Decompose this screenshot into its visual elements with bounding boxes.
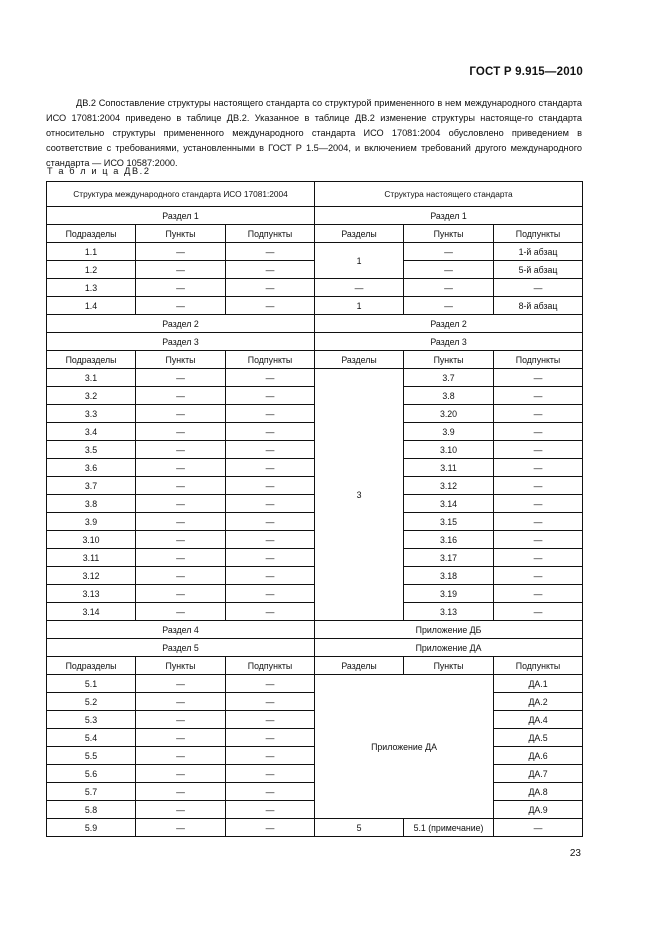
dash-cell: — bbox=[136, 693, 226, 711]
dash-cell: — bbox=[136, 405, 226, 423]
right-section-title: Раздел 2 bbox=[315, 315, 583, 333]
right-point-cell: — bbox=[404, 297, 494, 315]
dash-cell: — bbox=[226, 495, 315, 513]
left-subsection-cell: 3.8 bbox=[47, 495, 136, 513]
dash-cell: — bbox=[136, 765, 226, 783]
right-point-cell: 3.17 bbox=[404, 549, 494, 567]
dash-cell: — bbox=[494, 459, 583, 477]
dash-cell: — bbox=[226, 513, 315, 531]
left-subsection-cell: 3.6 bbox=[47, 459, 136, 477]
dash-cell: — bbox=[226, 423, 315, 441]
right-point-cell: 3.15 bbox=[404, 513, 494, 531]
left-subsection-cell: 3.5 bbox=[47, 441, 136, 459]
label-sections: Разделы bbox=[315, 225, 404, 243]
right-subpoint-cell: ДА.4 bbox=[494, 711, 583, 729]
label-points: Пункты bbox=[136, 657, 226, 675]
left-subsection-cell: 5.8 bbox=[47, 801, 136, 819]
dash-cell: — bbox=[494, 567, 583, 585]
left-structure-header: Структура международного стандарта ИСО 17081:2004 bbox=[47, 182, 315, 207]
right-subpoint-cell: ДА.5 bbox=[494, 729, 583, 747]
left-subsection-cell: 1.4 bbox=[47, 297, 136, 315]
left-subsection-cell: 5.4 bbox=[47, 729, 136, 747]
left-section-title: Раздел 3 bbox=[47, 333, 315, 351]
dash-cell: — bbox=[494, 585, 583, 603]
dash-cell: — bbox=[226, 693, 315, 711]
left-subsection-cell: 1.1 bbox=[47, 243, 136, 261]
dash-cell: — bbox=[226, 243, 315, 261]
right-point-cell: 3.14 bbox=[404, 495, 494, 513]
label-subpoints: Подпункты bbox=[226, 351, 315, 369]
label-subpoints: Подпункты bbox=[226, 225, 315, 243]
right-point-cell: 3.16 bbox=[404, 531, 494, 549]
column-labels-row bbox=[47, 225, 583, 243]
dash-cell: — bbox=[226, 675, 315, 693]
dash-cell: — bbox=[136, 369, 226, 387]
dash-cell: — bbox=[136, 441, 226, 459]
right-point-cell: 3.10 bbox=[404, 441, 494, 459]
dash-cell: — bbox=[494, 495, 583, 513]
right-point-cell: — bbox=[404, 243, 494, 261]
table-row bbox=[47, 243, 583, 261]
dash-cell: — bbox=[226, 801, 315, 819]
left-subsection-cell: 3.2 bbox=[47, 387, 136, 405]
right-section-title: Приложение ДБ bbox=[315, 621, 583, 639]
dash-cell: — bbox=[226, 783, 315, 801]
page-number: 23 bbox=[569, 848, 581, 859]
dash-cell: — bbox=[136, 603, 226, 621]
label-sections: Разделы bbox=[315, 351, 404, 369]
label-subpoints: Подпункты bbox=[494, 225, 583, 243]
table-row bbox=[47, 819, 583, 837]
dash-cell: — bbox=[226, 819, 315, 837]
dash-cell: — bbox=[136, 531, 226, 549]
appendix-merged-cell: Приложение ДА bbox=[315, 675, 494, 819]
left-section-title: Раздел 2 bbox=[47, 315, 315, 333]
right-subpoint-cell: ДА.9 bbox=[494, 801, 583, 819]
right-subpoint-cell: ДА.7 bbox=[494, 765, 583, 783]
dash-cell: — bbox=[226, 711, 315, 729]
section-title-row bbox=[47, 639, 583, 657]
right-subpoint-cell: — bbox=[494, 279, 583, 297]
right-point-cell: 3.20 bbox=[404, 405, 494, 423]
dash-cell: — bbox=[494, 369, 583, 387]
dash-cell: — bbox=[136, 387, 226, 405]
dash-cell: — bbox=[226, 531, 315, 549]
dash-cell: — bbox=[226, 459, 315, 477]
dash-cell: — bbox=[136, 783, 226, 801]
dash-cell: — bbox=[226, 405, 315, 423]
right-point-cell: — bbox=[404, 279, 494, 297]
right-subpoint-cell: 8-й абзац bbox=[494, 297, 583, 315]
label-points: Пункты bbox=[136, 351, 226, 369]
left-subsection-cell: 3.11 bbox=[47, 549, 136, 567]
right-subpoint-cell: ДА.6 bbox=[494, 747, 583, 765]
dash-cell: — bbox=[136, 819, 226, 837]
dash-cell: — bbox=[136, 675, 226, 693]
table-row bbox=[47, 297, 583, 315]
right-point-cell: 3.13 bbox=[404, 603, 494, 621]
left-subsection-cell: 5.6 bbox=[47, 765, 136, 783]
column-labels-row bbox=[47, 351, 583, 369]
right-point-cell: 3.8 bbox=[404, 387, 494, 405]
left-section-title: Раздел 1 bbox=[47, 207, 315, 225]
right-section-cell: 5 bbox=[315, 819, 404, 837]
right-section-title: Раздел 3 bbox=[315, 333, 583, 351]
dash-cell: — bbox=[226, 765, 315, 783]
section-title-row bbox=[47, 333, 583, 351]
left-subsection-cell: 5.1 bbox=[47, 675, 136, 693]
label-points: Пункты bbox=[404, 225, 494, 243]
right-point-cell: 3.11 bbox=[404, 459, 494, 477]
column-labels-row bbox=[47, 657, 583, 675]
section-title-row bbox=[47, 207, 583, 225]
dash-cell: — bbox=[136, 261, 226, 279]
left-subsection-cell: 5.7 bbox=[47, 783, 136, 801]
dash-cell: — bbox=[226, 567, 315, 585]
dash-cell: — bbox=[136, 495, 226, 513]
dash-cell: — bbox=[494, 603, 583, 621]
label-subsections: Подразделы bbox=[47, 657, 136, 675]
dash-cell: — bbox=[226, 747, 315, 765]
label-points: Пункты bbox=[404, 657, 494, 675]
left-subsection-cell: 3.9 bbox=[47, 513, 136, 531]
left-subsection-cell: 3.13 bbox=[47, 585, 136, 603]
right-subpoint-cell: 1-й абзац bbox=[494, 243, 583, 261]
left-section-title: Раздел 4 bbox=[47, 621, 315, 639]
dash-cell: — bbox=[226, 441, 315, 459]
right-section-title: Раздел 1 bbox=[315, 207, 583, 225]
left-subsection-cell: 3.7 bbox=[47, 477, 136, 495]
dash-cell: — bbox=[136, 729, 226, 747]
left-subsection-cell: 3.1 bbox=[47, 369, 136, 387]
dash-cell: — bbox=[226, 261, 315, 279]
dash-cell: — bbox=[226, 369, 315, 387]
label-subpoints: Подпункты bbox=[226, 657, 315, 675]
dash-cell: — bbox=[226, 603, 315, 621]
dash-cell: — bbox=[226, 477, 315, 495]
right-subpoint-cell: ДА.1 bbox=[494, 675, 583, 693]
dash-cell: — bbox=[494, 531, 583, 549]
table-header-row bbox=[47, 182, 583, 207]
dash-cell: — bbox=[136, 513, 226, 531]
dash-cell: — bbox=[226, 279, 315, 297]
dash-cell: — bbox=[494, 477, 583, 495]
dash-cell: — bbox=[136, 567, 226, 585]
label-subpoints: Подпункты bbox=[494, 657, 583, 675]
intro-paragraph: ДВ.2 Сопоставление структуры настоящего стандарта со структурой примененного в нем международного стандарта ИСО 17081:2004 приведено в таблице ДВ.2. Указанное в таблице ДВ.2 изменение структуры настояще-го стандарта относительно структуры примененного международного стандарта ИСО 17081:2004 обусловлено приведением в соответствие с требованиями, установленными в ГОСТ Р 1.5—2004, и включением требований другого международного стандарта — ИСО 10587:2000. bbox=[46, 98, 582, 168]
label-points: Пункты bbox=[136, 225, 226, 243]
left-section-title: Раздел 5 bbox=[47, 639, 315, 657]
table-caption: Т а б л и ц а ДВ.2 bbox=[47, 166, 151, 176]
left-subsection-cell: 5.5 bbox=[47, 747, 136, 765]
label-points: Пункты bbox=[404, 351, 494, 369]
dash-cell: — bbox=[226, 387, 315, 405]
right-point-cell: 3.12 bbox=[404, 477, 494, 495]
left-subsection-cell: 3.10 bbox=[47, 531, 136, 549]
dash-cell: — bbox=[494, 405, 583, 423]
dash-cell: — bbox=[494, 549, 583, 567]
label-sections: Разделы bbox=[315, 657, 404, 675]
right-section-title: Приложение ДА bbox=[315, 639, 583, 657]
right-structure-header: Структура настоящего стандарта bbox=[315, 182, 583, 207]
dash-cell: — bbox=[136, 477, 226, 495]
label-subsections: Подразделы bbox=[47, 351, 136, 369]
section-title-row bbox=[47, 621, 583, 639]
right-section-cell: 1 bbox=[315, 243, 404, 279]
right-point-cell: — bbox=[404, 261, 494, 279]
dash-cell: — bbox=[136, 243, 226, 261]
dash-cell: — bbox=[136, 747, 226, 765]
right-subpoint-cell: ДА.8 bbox=[494, 783, 583, 801]
left-subsection-cell: 5.2 bbox=[47, 693, 136, 711]
dash-cell: — bbox=[136, 549, 226, 567]
right-subpoint-cell: 5-й абзац bbox=[494, 261, 583, 279]
right-section-cell: — bbox=[315, 279, 404, 297]
left-subsection-cell: 1.2 bbox=[47, 261, 136, 279]
table-row bbox=[47, 369, 583, 387]
dash-cell: — bbox=[136, 279, 226, 297]
dash-cell: — bbox=[136, 459, 226, 477]
table-row bbox=[47, 675, 583, 693]
left-subsection-cell: 5.9 bbox=[47, 819, 136, 837]
left-subsection-cell: 3.3 bbox=[47, 405, 136, 423]
dash-cell: — bbox=[226, 585, 315, 603]
left-subsection-cell: 1.3 bbox=[47, 279, 136, 297]
dash-cell: — bbox=[136, 423, 226, 441]
dash-cell: — bbox=[136, 585, 226, 603]
dash-cell: — bbox=[136, 711, 226, 729]
right-point-cell: 3.19 bbox=[404, 585, 494, 603]
dash-cell: — bbox=[226, 297, 315, 315]
dash-cell: — bbox=[494, 513, 583, 531]
dash-cell: — bbox=[226, 729, 315, 747]
right-point-cell: 3.7 bbox=[404, 369, 494, 387]
left-subsection-cell: 3.14 bbox=[47, 603, 136, 621]
right-subpoint-cell: ДА.2 bbox=[494, 693, 583, 711]
dash-cell: — bbox=[136, 801, 226, 819]
dash-cell: — bbox=[494, 423, 583, 441]
right-section-cell: 1 bbox=[315, 297, 404, 315]
comparison-table bbox=[46, 181, 583, 837]
left-subsection-cell: 3.4 bbox=[47, 423, 136, 441]
dash-cell: — bbox=[494, 441, 583, 459]
label-subpoints: Подпункты bbox=[494, 351, 583, 369]
right-point-cell: 3.9 bbox=[404, 423, 494, 441]
right-section-cell: 3 bbox=[315, 369, 404, 621]
dash-cell: — bbox=[226, 549, 315, 567]
right-point-cell: 5.1 (примечание) bbox=[404, 819, 494, 837]
label-subsections: Подразделы bbox=[47, 225, 136, 243]
dash-cell: — bbox=[136, 297, 226, 315]
section-title-row bbox=[47, 315, 583, 333]
left-subsection-cell: 3.12 bbox=[47, 567, 136, 585]
document-code: ГОСТ Р 9.915—2010 bbox=[469, 66, 583, 78]
right-point-cell: 3.18 bbox=[404, 567, 494, 585]
dash-cell: — bbox=[494, 387, 583, 405]
left-subsection-cell: 5.3 bbox=[47, 711, 136, 729]
table-row bbox=[47, 279, 583, 297]
right-subpoint-cell: — bbox=[494, 819, 583, 837]
